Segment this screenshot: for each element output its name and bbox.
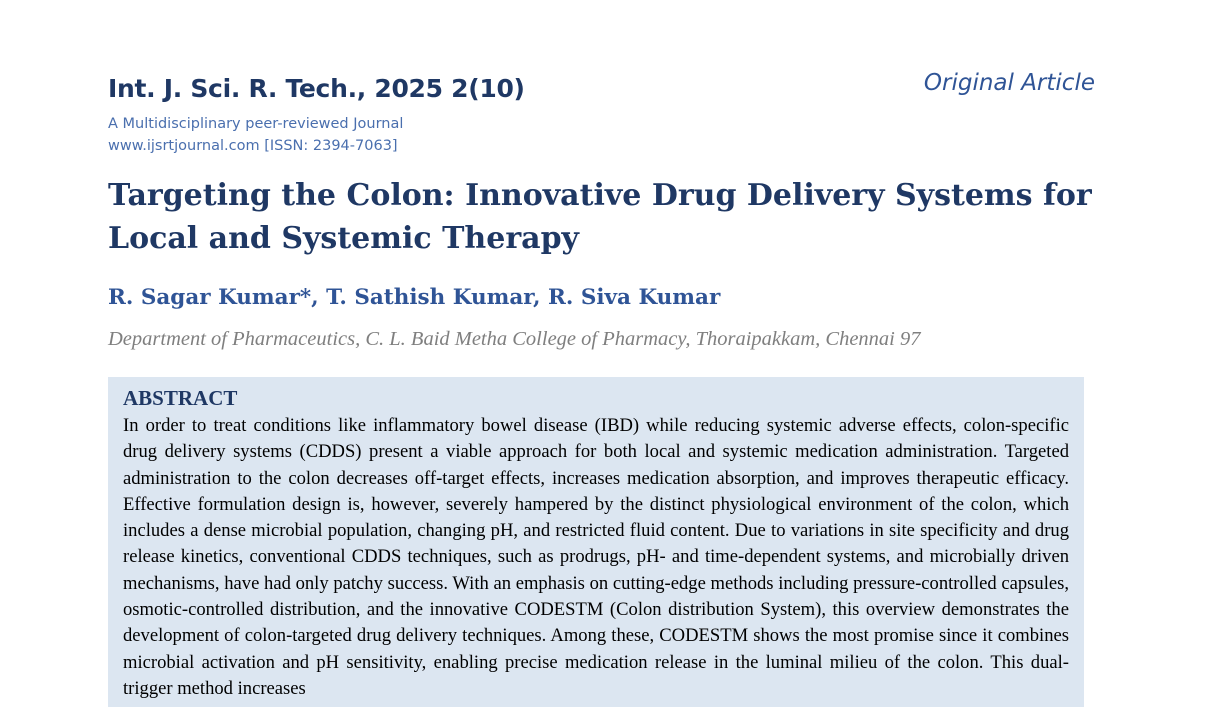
author-affiliation: Department of Pharmaceutics, C. L. Baid Metha College of Pharmacy, Thoraipakkam, Chennai 97 <box>108 328 921 350</box>
abstract-text: In order to treat conditions like inflammatory bowel disease (IBD) while reducing systemic adverse effects, colon-specific drug delivery systems (CDDS) present a viable approach for both local and systemic medication administration. Targeted administration to the colon decreases off-target effects, increases medication absorption, and improves therapeutic efficacy. Effective formulation design is, however, severely hampered by the distinct physiological environment of the colon, which includes a dense microbial population, changing pH, and restricted fluid content. Due to variations in site specificity and drug release kinetics, conventional CDDS techniques, such as prodrugs, pH- and time-dependent systems, and microbially driven mechanisms, have had only patchy success. With an emphasis on cutting-edge methods including pressure-controlled capsules, osmotic-controlled distribution, and the innovative CODESTM (Colon distribution System), this overview demonstrates the development of colon-targeted drug delivery techniques. Among these, CODESTM shows the most promise since it combines microbial activation and pH sensitivity, enabling precise medication release in the luminal milieu of the colon. This dual-trigger method increases <box>123 415 1069 699</box>
journal-info <box>108 113 403 157</box>
abstract-heading: ABSTRACT <box>123 386 238 410</box>
article-type-label: Original Article <box>923 70 1095 96</box>
author-list: R. Sagar Kumar*, T. Sathish Kumar, R. Siva Kumar <box>108 285 721 310</box>
journal-subtitle: A Multidisciplinary peer-reviewed Journal <box>108 116 404 132</box>
journal-title: Int. J. Sci. R. Tech., 2025 2(10) <box>108 74 525 103</box>
paper-title: Targeting the Colon: Innovative Drug Delivery Systems for Local and Systemic Therapy <box>108 178 1092 256</box>
abstract-section <box>108 377 1084 707</box>
journal-website-issn: www.ijsrtjournal.com [ISSN: 2394-7063] <box>108 138 398 154</box>
